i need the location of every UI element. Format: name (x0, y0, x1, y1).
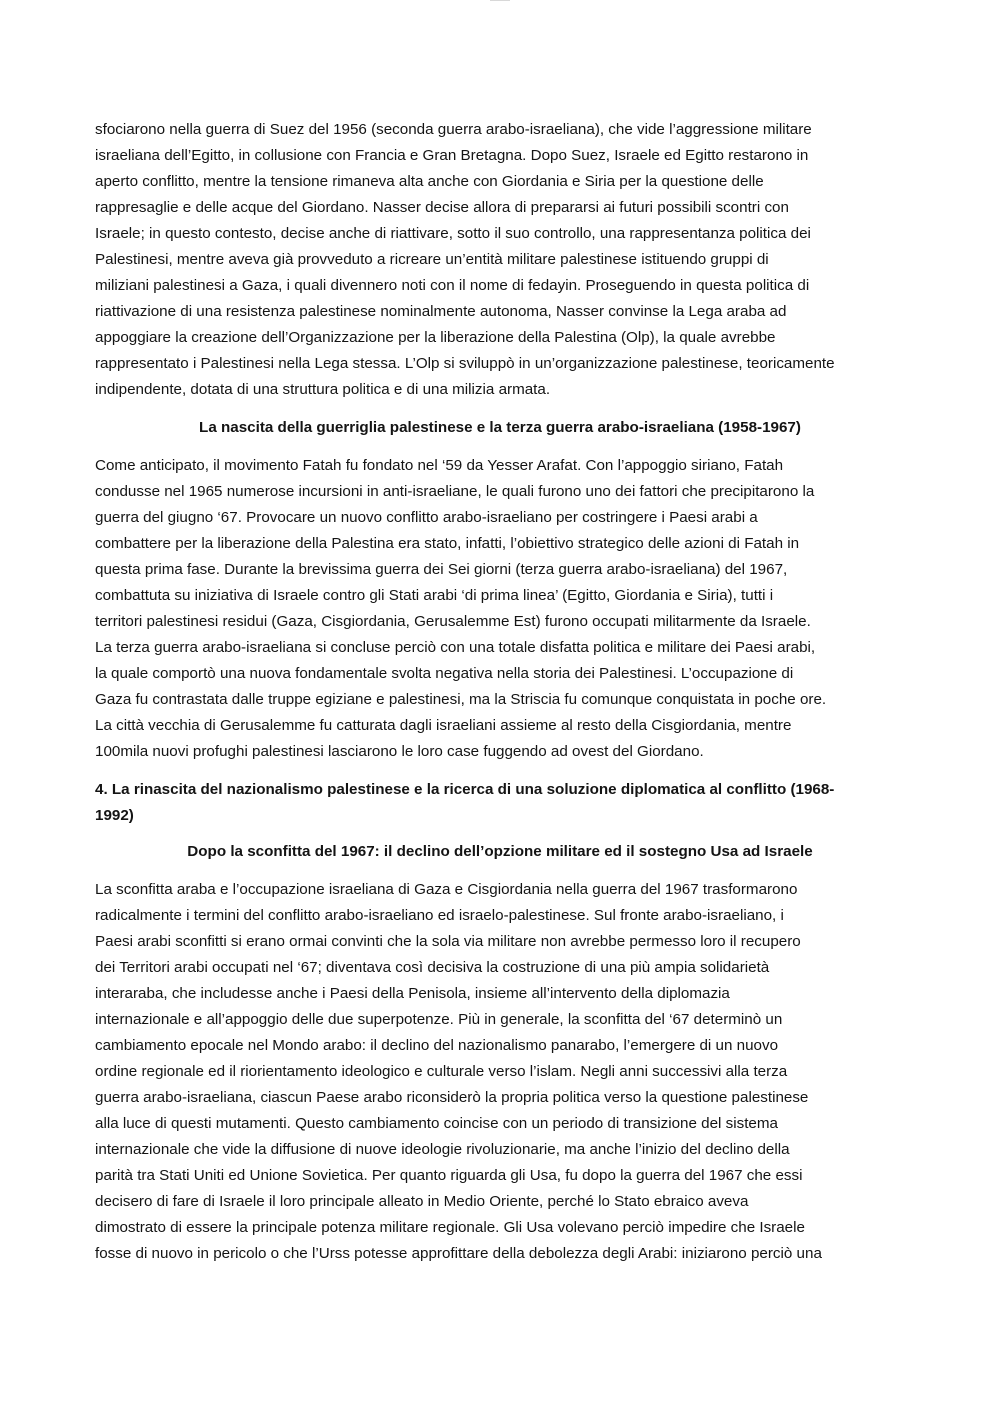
text-line: parità tra Stati Uniti ed Unione Sovietica. Per quanto riguarda gli Usa, fu dopo la guerra del 1967 che essi (95, 1167, 803, 1184)
text-line: La città vecchia di Gerusalemme fu catturata dagli israeliani assieme al resto della Cisgiordania, mentre (95, 717, 792, 734)
text-line: dimostrato di essere la principale potenza militare regionale. Gli Usa volevano perciò impedire che Israele (95, 1219, 805, 1236)
document-page (95, 117, 905, 1279)
section-heading-4 (95, 777, 905, 829)
text-line: internazionale che vide la diffusione di nuove ideologie rivoluzionarie, ma anche l’inizio del declino della (95, 1141, 790, 1158)
text-line: alla luce di questi mutamenti. Questo cambiamento coincise con un periodo di transizione del sistema (95, 1115, 778, 1132)
text-line: rappresaglie e delle acque del Giordano. Nasser decise allora di prepararsi ai futuri possibili scontri con (95, 199, 789, 216)
text-line: guerra arabo-israeliana, ciascun Paese arabo riconsiderò la propria politica verso la questione palestinese (95, 1089, 809, 1106)
text-line: miliziani palestinesi a Gaza, i quali divennero noti con il nome di fedayin. Proseguendo in questa politica di (95, 277, 810, 294)
subheading-fatah-guerriglia: La nascita della guerriglia palestinese e la terza guerra arabo-israeliana (1958-1967) (199, 419, 801, 436)
text-line: Paesi arabi sconfitti si erano ormai convinti che la sola via militare non avrebbe permesso loro il recupero (95, 933, 801, 950)
text-line: radicalmente i termini del conflitto arabo-israeliano ed israelo-palestinese. Sul fronte arabo-israeliano, i (95, 907, 784, 924)
paragraph-2 (95, 453, 905, 765)
text-line: rappresentato i Palestinesi nella Lega stessa. L’Olp si sviluppò in un’organizzazione palestinese, teoricamente (95, 355, 835, 372)
text-line: condusse nel 1965 numerose incursioni in anti-israeliane, le quali furono uno dei fattori che precipitarono la (95, 483, 815, 500)
text-line: indipendente, dotata di una struttura politica e di una milizia armata. (95, 381, 551, 398)
text-line: riattivazione di una resistenza palestinese nominalmente autonoma, Nasser convinse la Lega araba ad (95, 303, 787, 320)
text-line: cambiamento epocale nel Mondo arabo: il declino del nazionalismo panarabo, l’emergere di un nuovo (95, 1037, 779, 1054)
text-line: internazionale e all’appoggio delle due superpotenze. Più in generale, la sconfitta del ‘67 determinò un (95, 1011, 783, 1028)
text-line: dei Territori arabi occupati nel ‘67; diventava così decisiva la costruzione di una più ampia solidarietà (95, 959, 770, 976)
text-line: combattere per la liberazione della Palestina era stato, infatti, l’obiettivo strategico delle azioni di Fatah in (95, 535, 800, 552)
text-line: sfociarono nella guerra di Suez del 1956 (seconda guerra arabo-israeliana), che vide l’aggressione militare (95, 121, 812, 138)
text-line: territori palestinesi residui (Gaza, Cisgiordania, Gerusalemme Est) furono occupati militarmente da Israele. (95, 613, 811, 630)
text-line: interaraba, che includesse anche i Paesi della Penisola, insieme all’intervento della diplomazia (95, 985, 730, 1002)
paragraph-1 (95, 117, 905, 403)
text-line: israeliana dell’Egitto, in collusione con Francia e Gran Bretagna. Dopo Suez, Israele ed Egitto restarono in (95, 147, 809, 164)
text-line: 4. La rinascita del nazionalismo palestinese e la ricerca di una soluzione diplomatica al conflitto (1968- (95, 781, 835, 798)
text-line: aperto conflitto, mentre la tensione rimaneva alta anche con Giordania e Siria per la questione delle (95, 173, 764, 190)
subheading-sconfitta-1967: Dopo la sconfitta del 1967: il declino dell’opzione militare ed il sostegno Usa ad Israele (187, 843, 813, 860)
text-line: Israele; in questo contesto, decise anche di riattivare, sotto il suo controllo, una rappresentanza politica dei (95, 225, 811, 242)
page-header-mark (490, 0, 510, 4)
text-line: la quale comportò una nuova fondamentale svolta negativa nella storia dei Palestinesi. L’occupazione di (95, 665, 794, 682)
paragraph-3 (95, 877, 905, 1267)
text-line: fosse di nuovo in pericolo o che l’Urss potesse approfittare della debolezza degli Arabi: iniziarono perciò una (95, 1245, 822, 1262)
text-line: decisero di fare di Israele il loro principale alleato in Medio Oriente, perché lo Stato ebraico aveva (95, 1193, 749, 1210)
text-line: 1992) (95, 807, 134, 824)
text-line: questa prima fase. Durante la brevissima guerra dei Sei giorni (terza guerra arabo-israeliana) del 1967, (95, 561, 788, 578)
text-line: guerra del giugno ‘67. Provocare un nuovo conflitto arabo-israeliano per costringere i Paesi arabi a (95, 509, 758, 526)
text-line: La terza guerra arabo-israeliana si concluse perciò con una totale disfatta politica e militare dei Paesi arabi, (95, 639, 816, 656)
text-line: 100mila nuovi profughi palestinesi lasciarono le loro case fuggendo ad ovest del Giordano. (95, 743, 704, 760)
text-line: Palestinesi, mentre aveva già provveduto a ricreare un’entità militare palestinese istituendo gruppi di (95, 251, 769, 268)
text-line: Come anticipato, il movimento Fatah fu fondato nel ‘59 da Yesser Arafat. Con l’appoggio siriano, Fatah (95, 457, 784, 474)
text-line: ordine regionale ed il riorientamento ideologico e culturale verso l’islam. Negli anni successivi alla terza (95, 1063, 788, 1080)
text-line: appoggiare la creazione dell’Organizzazione per la liberazione della Palestina (Olp), la quale avrebbe (95, 329, 776, 346)
text-line: Gaza fu contrastata dalle truppe egiziane e palestinesi, ma la Striscia fu comunque conquistata in poche ore. (95, 691, 827, 708)
text-line: La sconfitta araba e l’occupazione israeliana di Gaza e Cisgiordania nella guerra del 1967 trasformarono (95, 881, 798, 898)
text-line: combattuta su iniziativa di Israele contro gli Stati arabi ‘di prima linea’ (Egitto, Giordania e Siria), tutti i (95, 587, 774, 604)
